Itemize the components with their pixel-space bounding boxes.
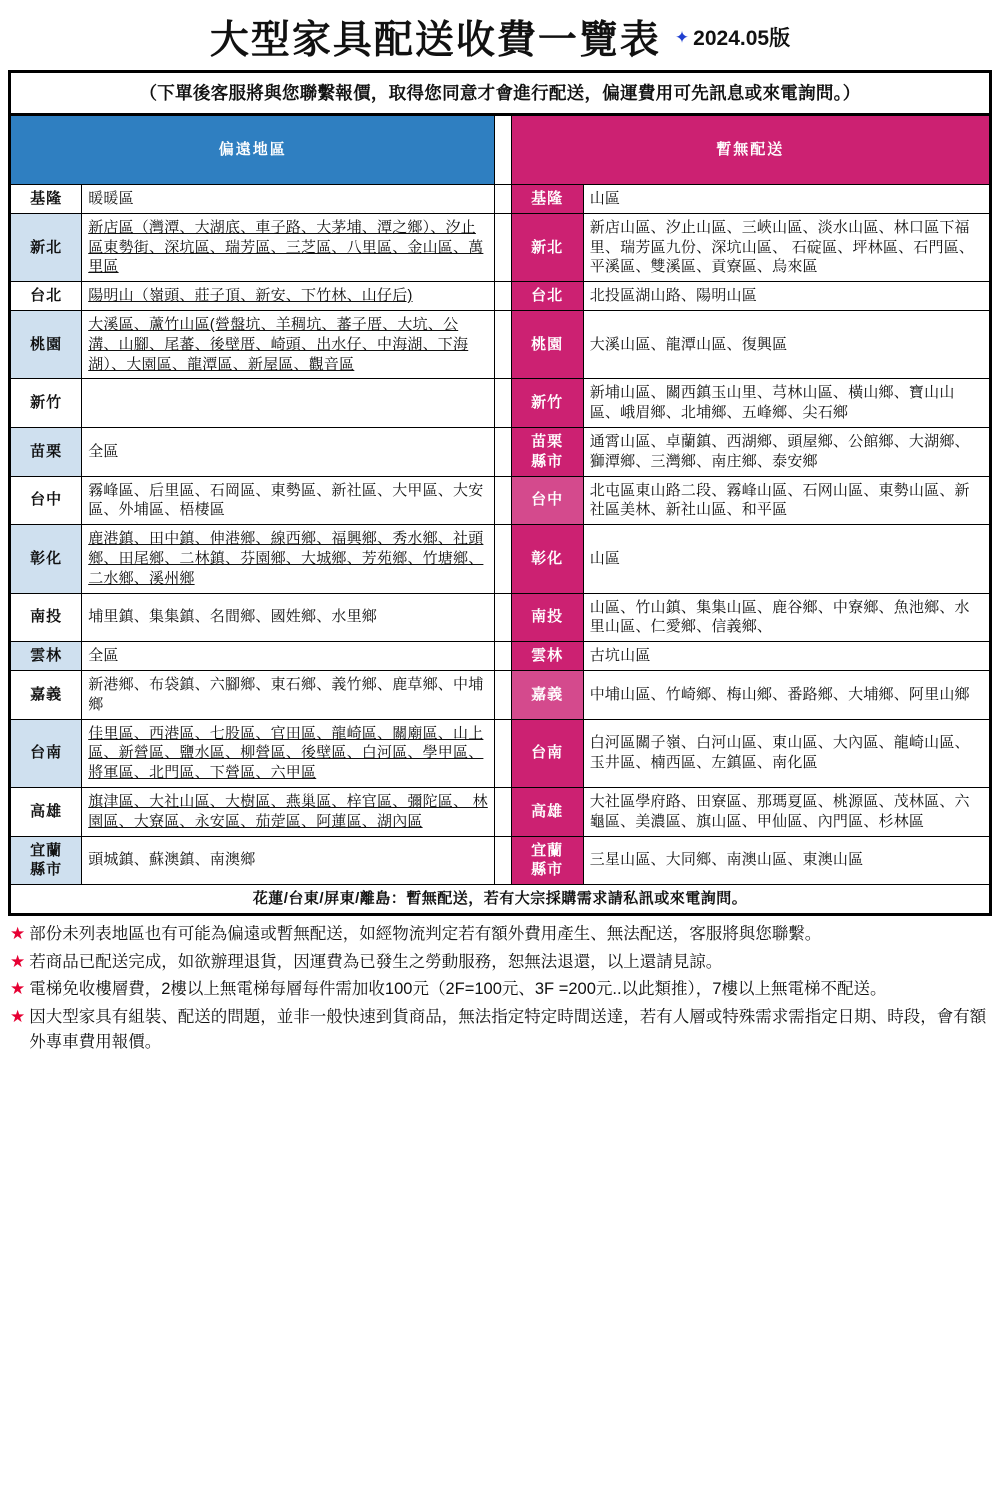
table-row <box>10 282 991 311</box>
table-row <box>10 525 991 593</box>
page-header <box>8 0 992 70</box>
no-delivery-area-text: 北屯區東山路二段、霧峰山區、石网山區、東勢山區、新社區美林、新社山區、和平區 <box>583 476 990 525</box>
no-delivery-region-label: 新北 <box>511 213 583 281</box>
star-icon: ★ <box>10 1007 26 1027</box>
star-icon: ★ <box>10 951 26 971</box>
no-delivery-region-label: 宜蘭 縣市 <box>511 836 583 885</box>
no-delivery-region-label: 雲林 <box>511 642 583 671</box>
column-gap <box>495 719 511 787</box>
remote-region-label: 台北 <box>10 282 82 311</box>
remote-area-text: 陽明山（嶺頭、莊子頂、新安、下竹林、山仔后) <box>82 282 495 311</box>
column-gap <box>495 836 511 885</box>
note-item <box>10 977 990 1002</box>
remote-region-label: 台中 <box>10 476 82 525</box>
no-delivery-region-label: 南投 <box>511 593 583 642</box>
remote-area-text: 新店區（灣潭、大湖底、車子路、大茅埔、潭之鄉）、汐止區東勢街、深坑區、瑞芳區、三芝區、八里區、金山區、萬里區 <box>82 213 495 281</box>
no-delivery-region-label: 台北 <box>511 282 583 311</box>
no-delivery-area-text: 山區、竹山鎮、集集山區、鹿谷鄉、中寮鄉、魚池鄉、水里山區、仁愛鄉、信義鄉、 <box>583 593 990 642</box>
no-delivery-area-text: 北投區湖山路、陽明山區 <box>583 282 990 311</box>
column-gap <box>495 282 511 311</box>
no-delivery-region-label: 苗栗 縣市 <box>511 427 583 476</box>
remote-area-text: 旗津區、大社山區、大樹區、燕巢區、梓官區、彌陀區、 林園區、大寮區、永安區、茄萣區、阿蓮區、湖內區 <box>82 787 495 836</box>
notice-banner: （下單後客服將與您聯繫報價，取得您同意才會進行配送，偏運費用可先訊息或來電詢問。） <box>8 70 992 113</box>
column-gap <box>495 642 511 671</box>
table-row <box>10 213 991 281</box>
star-icon: ★ <box>10 979 26 999</box>
remote-region-label: 彰化 <box>10 525 82 593</box>
table-row <box>10 836 991 885</box>
no-delivery-area-text: 山區 <box>583 185 990 214</box>
no-delivery-area-text: 新埔山區、關西鎮玉山里、芎林山區、橫山鄉、寶山山區、峨眉鄉、北埔鄉、五峰鄉、尖石鄉 <box>583 379 990 428</box>
remote-area-text: 大溪區、蘆竹山區(營盤坑、羊稠坑、蕃子厝、大坑、公溝、山腳、尾蕃、後壁厝、崎頭、出水仔、中海湖、下海湖）、大園區、龍潭區、新屋區、觀音區 <box>82 310 495 378</box>
column-gap <box>495 427 511 476</box>
delivery-area-table <box>8 113 992 916</box>
no-delivery-area-text: 大社區學府路、田寮區、那瑪夏區、桃源區、茂林區、六龜區、美濃區、旗山區、甲仙區、內門區、杉林區 <box>583 787 990 836</box>
note-text: 部份未列表地區也有可能為偏遠或暫無配送，如經物流判定若有額外費用產生、無法配送，客服將與您聯繫。 <box>29 924 822 943</box>
remote-area-header: 偏遠地區 <box>10 115 495 185</box>
remote-region-label: 新北 <box>10 213 82 281</box>
no-delivery-region-label: 台南 <box>511 719 583 787</box>
table-row <box>10 719 991 787</box>
table-row <box>10 642 991 671</box>
column-gap <box>495 525 511 593</box>
table-row <box>10 787 991 836</box>
remote-area-text: 霧峰區、后里區、石岡區、東勢區、新社區、大甲區、大安區、外埔區、梧棲區 <box>82 476 495 525</box>
table-row <box>10 593 991 642</box>
diamond-icon: ✦ <box>674 27 690 47</box>
column-gap <box>495 476 511 525</box>
column-gap <box>495 185 511 214</box>
no-delivery-area-text: 中埔山區、竹崎鄉、梅山鄉、番路鄉、大埔鄉、阿里山鄉 <box>583 670 990 719</box>
remote-region-label: 嘉義 <box>10 670 82 719</box>
remote-region-label: 新竹 <box>10 379 82 428</box>
remote-region-label: 台南 <box>10 719 82 787</box>
remote-region-label: 基隆 <box>10 185 82 214</box>
no-delivery-region-label: 嘉義 <box>511 670 583 719</box>
no-delivery-region-label: 新竹 <box>511 379 583 428</box>
notes-list <box>8 922 992 1055</box>
no-delivery-area-text: 古坑山區 <box>583 642 990 671</box>
note-text: 因大型家具有組裝、配送的問題，並非一般快速到貨商品，無法指定特定時間送達，若有人層或特殊需求需指定日期、時段，會有額外專車費用報價。 <box>29 1008 987 1051</box>
column-gap <box>495 670 511 719</box>
column-gap <box>495 593 511 642</box>
remote-region-label: 苗栗 <box>10 427 82 476</box>
no-delivery-area-text: 山區 <box>583 525 990 593</box>
remote-area-text: 佳里區、西港區、七股區、官田區、龍崎區、關廟區、山上區、新營區、鹽水區、柳營區、後壁區、白河區、學甲區、將軍區、北門區、下營區、六甲區 <box>82 719 495 787</box>
table-row <box>10 185 991 214</box>
remote-area-text: 鹿港鎮、田中鎮、伸港鄉、線西鄉、福興鄉、秀水鄉、社頭鄉、田尾鄉、二林鎮、芬園鄉、大城鄉、芳苑鄉、竹塘鄉、二水鄉、溪州鄉 <box>82 525 495 593</box>
remote-area-text: 埔里鎮、集集鎮、名間鄉、國姓鄉、水里鄉 <box>82 593 495 642</box>
remote-area-text: 全區 <box>82 427 495 476</box>
table-footer-note: 花蓮/台東/屏東/離島：暫無配送，若有大宗採購需求請私訊或來電詢問。 <box>10 885 991 915</box>
no-delivery-area-text: 三星山區、大同鄉、南澳山區、東澳山區 <box>583 836 990 885</box>
remote-region-label: 宜蘭 縣市 <box>10 836 82 885</box>
version-badge <box>675 22 790 52</box>
table-row <box>10 379 991 428</box>
table-header-row <box>10 115 991 185</box>
no-delivery-area-text: 白河區關子嶺、白河山區、東山區、大內區、龍崎山區、玉井區、楠西區、左鎮區、南化區 <box>583 719 990 787</box>
remote-region-label: 雲林 <box>10 642 82 671</box>
remote-region-label: 南投 <box>10 593 82 642</box>
no-delivery-region-label: 高雄 <box>511 787 583 836</box>
no-delivery-region-label: 桃園 <box>511 310 583 378</box>
remote-region-label: 高雄 <box>10 787 82 836</box>
remote-region-label: 桃園 <box>10 310 82 378</box>
table-row <box>10 670 991 719</box>
column-gap <box>495 213 511 281</box>
note-text: 電梯免收樓層費，2樓以上無電梯每層每件需加收100元（2F=100元、3F =200元..以此類推），7樓以上無電梯不配送。 <box>29 980 887 999</box>
remote-area-text <box>82 379 495 428</box>
note-item <box>10 950 990 975</box>
column-gap <box>495 787 511 836</box>
table-footer-row <box>10 885 991 915</box>
column-gap <box>495 310 511 378</box>
table-row <box>10 310 991 378</box>
column-gap <box>495 379 511 428</box>
star-icon: ★ <box>10 923 26 943</box>
no-delivery-region-label: 台中 <box>511 476 583 525</box>
no-delivery-header: 暫無配送 <box>511 115 990 185</box>
note-text: 若商品已配送完成，如欲辦理退貨，因運費為已發生之勞動服務，恕無法退還，以上還請見諒。 <box>29 952 723 971</box>
no-delivery-region-label: 基隆 <box>511 185 583 214</box>
remote-area-text: 全區 <box>82 642 495 671</box>
header-gap <box>495 115 511 185</box>
table-body <box>10 185 991 885</box>
no-delivery-area-text: 大溪山區、龍潭山區、復興區 <box>583 310 990 378</box>
note-item <box>10 922 990 947</box>
remote-area-text: 暖暖區 <box>82 185 495 214</box>
remote-area-text: 新港鄉、布袋鎮、六腳鄉、東石鄉、義竹鄉、鹿草鄉、中埔鄉 <box>82 670 495 719</box>
page-title: 大型家具配送收費一覽表 <box>209 19 661 62</box>
table-row <box>10 476 991 525</box>
version-label: 2024.05版 <box>693 27 791 50</box>
no-delivery-region-label: 彰化 <box>511 525 583 593</box>
no-delivery-area-text: 通霄山區、卓蘭鎮、西湖鄉、頭屋鄉、公館鄉、大湖鄉、獅潭鄉、三灣鄉、南庄鄉、泰安鄉 <box>583 427 990 476</box>
note-item <box>10 1005 990 1055</box>
remote-area-text: 頭城鎮、蘇澳鎮、南澳鄉 <box>82 836 495 885</box>
table-row <box>10 427 991 476</box>
no-delivery-area-text: 新店山區、汐止山區、三峽山區、淡水山區、林口區下福里、瑞芳區九份、深坑山區、 石碇區、坪林區、石門區、平溪區、雙溪區、貢寮區、烏來區 <box>583 213 990 281</box>
